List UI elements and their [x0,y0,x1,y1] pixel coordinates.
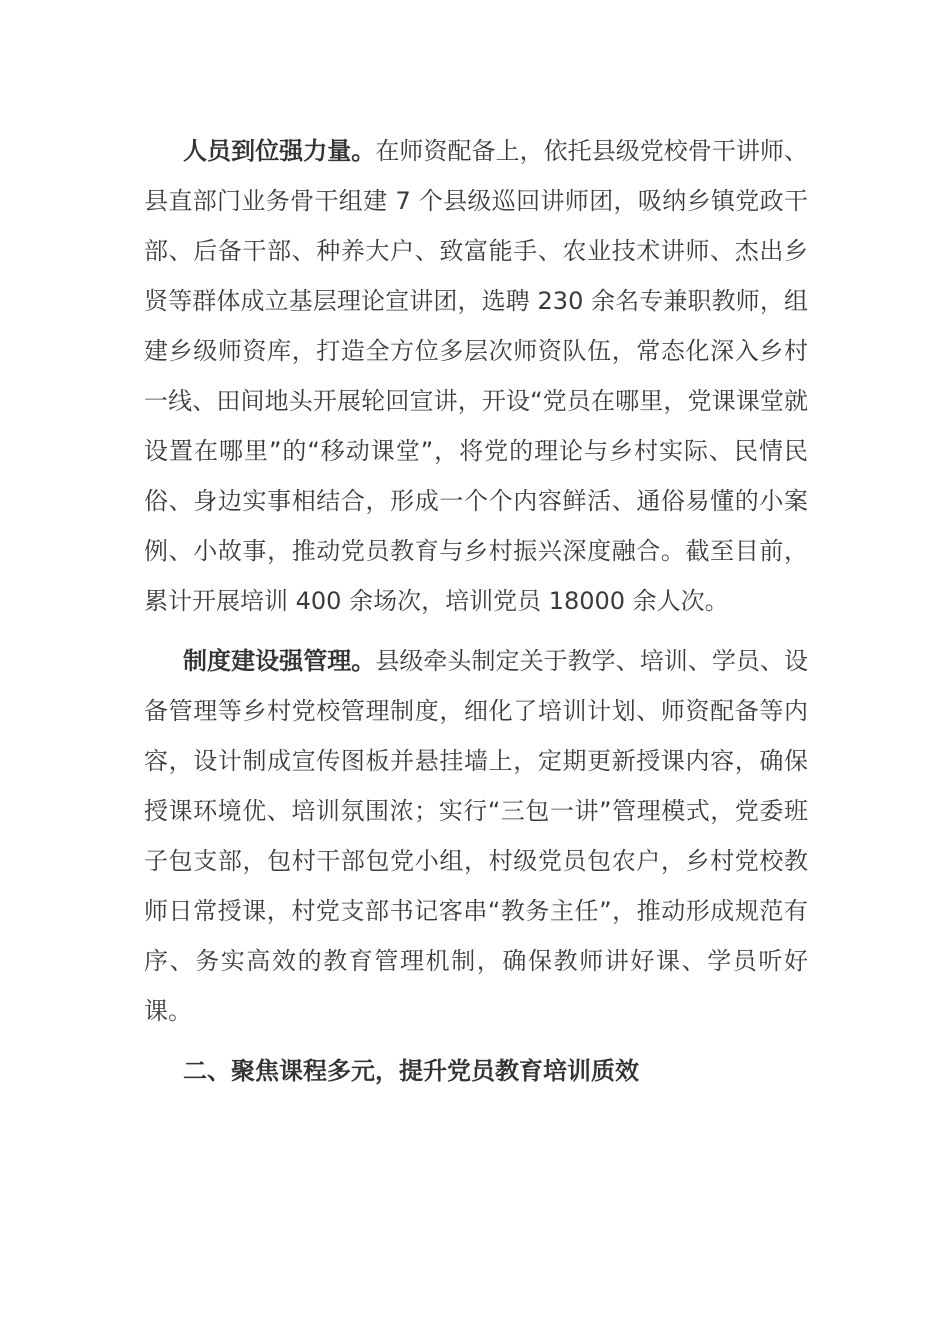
paragraph-text: 在师资配备上，依托县级党校骨干讲师、县直部门业务骨干组建 7 个县级巡回讲师团，吸纳乡镇党政干部、后备干部、种养大户、致富能手、农业技术讲师、杰出乡贤等群体成立基层理论宣讲团，选聘 230 余名专兼职教师，组建乡级师资库，打造全方位多层次师资队伍，常态化深入乡村一线、田间地头开展轮回宣讲，开设“党员在哪里，党课课堂就设置在哪里”的“移动课堂”，将党的理论与乡村实际、民情民俗、身边实事相结合，形成一个个内容鲜活、通俗易懂的小案例、小故事，推动党员教育与乡村振兴深度融合。截至目前，累计开展培训 400 余场次，培训党员 18000 余人次。 [144,137,809,615]
paragraph-lead: 制度建设强管理。 [183,647,376,675]
paragraph-management [144,636,808,1036]
document-body [144,126,808,1096]
paragraph-text: 县级牵头制定关于教学、培训、学员、设备管理等乡村党校管理制度，细化了培训计划、师资配备等内容，设计制成宣传图板并悬挂墙上，定期更新授课内容，确保授课环境优、培训氛围浓；实行“三包一讲”管理模式，党委班子包支部，包村干部包党小组，村级党员包农户，乡村党校教师日常授课，村党支部书记客串“教务主任”，推动形成规范有序、务实高效的教育管理机制，确保教师讲好课、学员听好课。 [144,647,809,1025]
paragraph-lead: 人员到位强力量。 [183,137,376,165]
paragraph-staffing [144,126,808,626]
section-heading: 二、聚焦课程多元，提升党员教育培训质效 [183,1057,639,1085]
